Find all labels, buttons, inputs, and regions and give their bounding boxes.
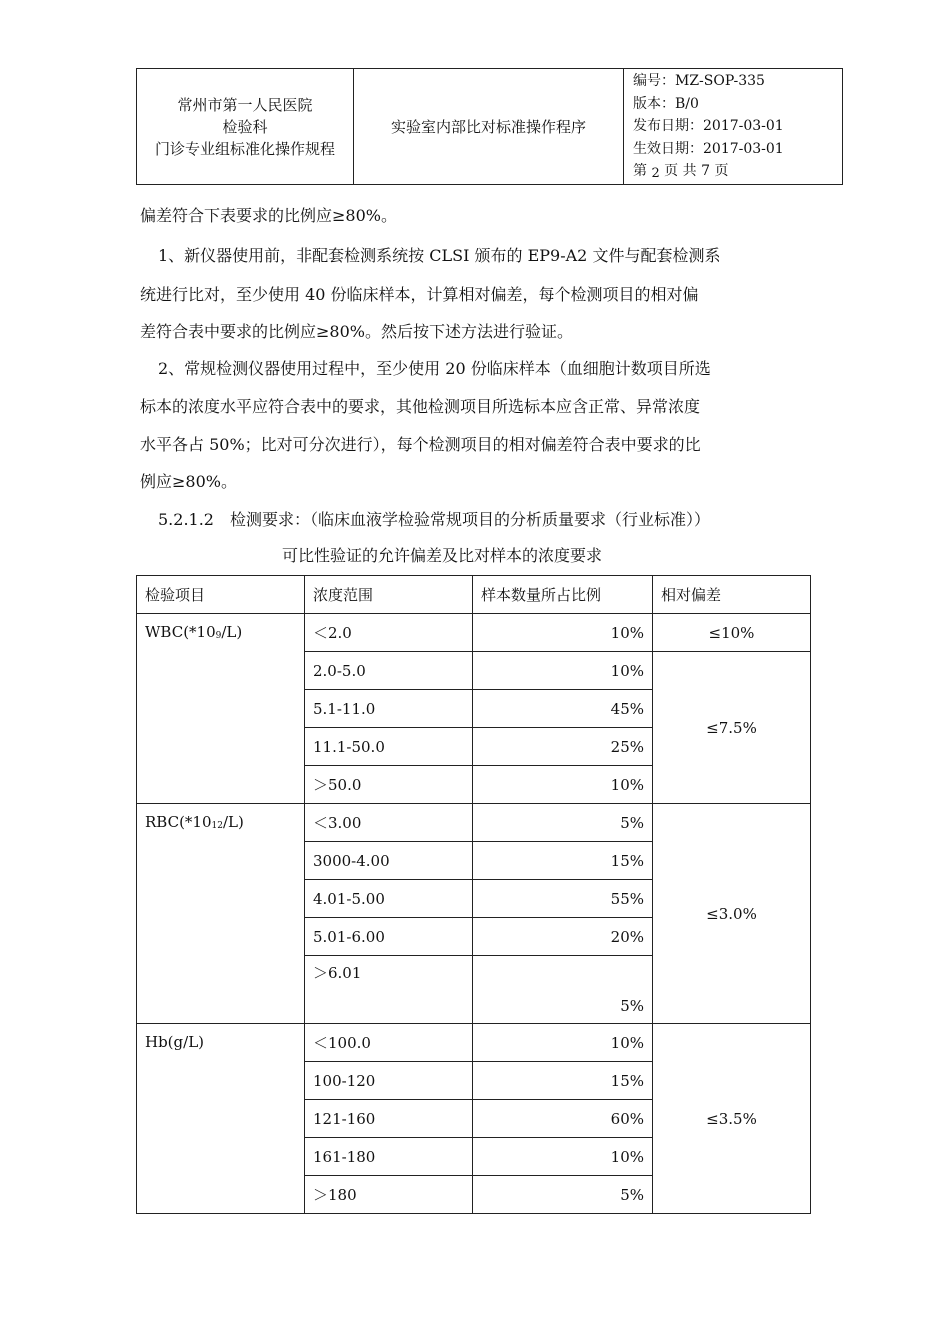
- header-title: [354, 69, 624, 184]
- doc-number: 编号：MZ-SOP-335: [633, 73, 765, 89]
- item-rbc-exponent: 12: [211, 821, 223, 831]
- doc-version: 版本：B/0: [633, 95, 699, 112]
- para2-line1: 2、常规检测仪器使用过程中，至少使用 20 份临床样本（血细胞计数项目所选: [158, 359, 711, 378]
- item-hb: Hb(g/L): [137, 1024, 305, 1214]
- para1-line2: 统进行比对，至少使用 40 份临床样本，计算相对偏差，每个检测项目的相对偏: [140, 285, 699, 304]
- para2-line3: 水平各占 50%；比对可分次进行），每个检测项目的相对偏差符合表中要求的比: [140, 435, 701, 454]
- ratio-cell: 60%: [473, 1100, 653, 1138]
- para1-line3: 差符合表中要求的比例应≥80%。然后按下述方法进行验证。: [140, 322, 573, 341]
- ratio-cell: 10%: [473, 652, 653, 690]
- ratio-cell: 10%: [473, 614, 653, 652]
- deviation-cell: ≤3.5%: [653, 1024, 811, 1214]
- range-cell: 3000-4.00: [305, 842, 473, 880]
- item-wbc-exponent: 9: [215, 631, 222, 641]
- range-cell: 5.1-11.0: [305, 690, 473, 728]
- header-range: 浓度范围: [305, 576, 473, 614]
- header-organization: [137, 69, 354, 184]
- requirements-table: [136, 575, 811, 1214]
- range-cell: ＞50.0: [305, 766, 473, 804]
- doc-title: 实验室内部比对标准操作程序: [390, 118, 586, 136]
- table-row: [137, 614, 811, 652]
- range-cell: 100-120: [305, 1062, 473, 1100]
- table-header-row: [137, 576, 811, 614]
- section-heading: 5.2.1.2 检测要求：（临床血液学检验常规项目的分析质量要求（行业标准））: [158, 510, 710, 529]
- range-cell: 161-180: [305, 1138, 473, 1176]
- para1-line1: 1、新仪器使用前，非配套检测系统按 CLSI 颁布的 EP9-A2 文件与配套检测系: [158, 246, 721, 265]
- item-wbc-prefix: WBC(*10: [145, 623, 216, 641]
- ratio-cell: 55%: [473, 880, 653, 918]
- range-cell: 11.1-50.0: [305, 728, 473, 766]
- header-deviation: 相对偏差: [653, 576, 811, 614]
- page-total: 页 共 7 页: [659, 163, 729, 179]
- range-cell: 121-160: [305, 1100, 473, 1138]
- table-caption: 可比性验证的允许偏差及比对样本的浓度要求: [282, 546, 603, 565]
- org-group: 门诊专业组标准化操作规程: [154, 139, 335, 158]
- page-indicator: [633, 160, 842, 184]
- header-meta: [624, 69, 842, 184]
- range-cell: 4.01-5.00: [305, 880, 473, 918]
- page-prefix: 第: [633, 163, 652, 179]
- range-cell: 2.0-5.0: [305, 652, 473, 690]
- ratio-cell: 15%: [473, 1062, 653, 1100]
- ratio-cell: 20%: [473, 918, 653, 956]
- range-cell: ＜3.00: [305, 804, 473, 842]
- ratio-cell: 5%: [473, 956, 653, 1024]
- item-rbc-prefix: RBC(*10: [145, 813, 212, 831]
- ratio-cell: 45%: [473, 690, 653, 728]
- item-rbc: [137, 804, 305, 1024]
- ratio-cell: 10%: [473, 1138, 653, 1176]
- item-wbc-unit: /L): [221, 623, 243, 641]
- issue-date: 发布日期：2017-03-01: [633, 118, 784, 134]
- para2-line2: 标本的浓度水平应符合表中的要求，其他检测项目所选标本应含正常、异常浓度: [140, 397, 701, 416]
- body-line-1: 偏差符合下表要求的比例应≥80%。: [140, 206, 397, 225]
- page-current: 2: [651, 166, 660, 181]
- header-item: 检验项目: [137, 576, 305, 614]
- deviation-cell: ≤10%: [653, 614, 811, 652]
- para2-line4: 例应≥80%。: [140, 472, 237, 491]
- ratio-cell: 5%: [473, 804, 653, 842]
- ratio-cell: 25%: [473, 728, 653, 766]
- ratio-cell: 15%: [473, 842, 653, 880]
- table-row: [137, 1024, 811, 1062]
- range-cell: ＜100.0: [305, 1024, 473, 1062]
- org-hospital: 常州市第一人民医院: [177, 95, 313, 114]
- ratio-cell: 10%: [473, 1024, 653, 1062]
- effective-date: 生效日期：2017-03-01: [633, 140, 784, 157]
- document-header: [136, 68, 843, 185]
- table-row: [137, 804, 811, 842]
- range-cell: ＜2.0: [305, 614, 473, 652]
- range-cell: ＞6.01: [305, 956, 473, 1024]
- deviation-cell: ≤3.0%: [653, 804, 811, 1024]
- range-cell: 5.01-6.00: [305, 918, 473, 956]
- ratio-cell: 5%: [473, 1176, 653, 1214]
- item-wbc: [137, 614, 305, 804]
- header-ratio: 样本数量所占比例: [473, 576, 653, 614]
- ratio-cell: 10%: [473, 766, 653, 804]
- range-cell: ＞180: [305, 1176, 473, 1214]
- deviation-cell: ≤7.5%: [653, 652, 811, 804]
- org-department: 检验科: [222, 117, 268, 136]
- item-rbc-unit: /L): [222, 813, 244, 831]
